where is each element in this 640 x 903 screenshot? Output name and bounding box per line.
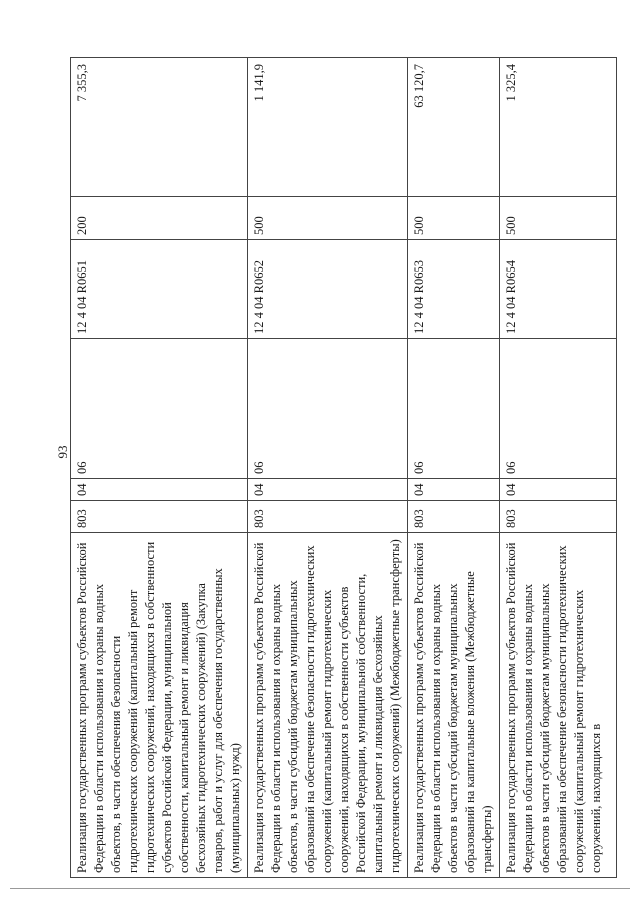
target-article-code: 12 4 04 R0653	[408, 240, 500, 339]
expense-type-code: 500	[248, 197, 408, 240]
target-article-code: 12 4 04 R0651	[71, 240, 248, 339]
budget-table	[70, 57, 617, 878]
row-description: Реализация государственных программ субъектов Российской Федерации в области использования и охраны водных объектов в части субсидий бюджетам муниципальных образований на капитальные вложения (Межбюджетные трансферты)	[408, 533, 500, 878]
subsection-code: 06	[500, 339, 617, 479]
table-row	[248, 58, 408, 878]
target-article-code: 12 4 04 R0654	[500, 240, 617, 339]
expense-type-code: 500	[408, 197, 500, 240]
table-row	[500, 58, 617, 878]
amount: 7 355,3	[71, 58, 248, 197]
section-code: 04	[408, 479, 500, 501]
expense-type-code: 500	[500, 197, 617, 240]
subsection-code: 06	[408, 339, 500, 479]
subsection-code: 06	[71, 339, 248, 479]
row-description: Реализация государственных программ субъектов Российской Федерации в области использования и охраны водных объектов, в части обеспечения безопасности гидротехнических сооружений (капитальный ремонт гидротехнических сооружений, находящихся в собственности субъектов Российской Федерации, муниципальной собственности, капитальный ремонт и ликвидация бесхозяйных гидротехнических сооружений) (Закупка товаров, работ и услуг для обеспечения государственных (муниципальных) нужд)	[71, 533, 248, 878]
row-description: Реализация государственных программ субъектов Российской Федерации в области использования и охраны водных объектов, в части субсидий бюджетам муниципальных образований на обеспечение безопасности гидротехнических сооружений (капитальный ремонт гидротехнических сооружений, находящихся в собственности субъектов Российской Федерации, муниципальной собственности, капитальный ремонт и ликвидация бесхозяйных гидротехнических сооружений) (Межбюджетные трансферты)	[248, 533, 408, 878]
page-bottom-rule	[10, 888, 630, 889]
ministry-code: 803	[248, 501, 408, 533]
section-code: 04	[248, 479, 408, 501]
expense-type-code: 200	[71, 197, 248, 240]
table-row	[408, 58, 500, 878]
ministry-code: 803	[408, 501, 500, 533]
ministry-code: 803	[71, 501, 248, 533]
subsection-code: 06	[248, 339, 408, 479]
ministry-code: 803	[500, 501, 617, 533]
page-number: 93	[55, 445, 70, 459]
section-code: 04	[71, 479, 248, 501]
section-code: 04	[500, 479, 617, 501]
amount: 1 325,4	[500, 58, 617, 197]
target-article-code: 12 4 04 R0652	[248, 240, 408, 339]
amount: 63 120,7	[408, 58, 500, 197]
row-description: Реализация государственных программ субъектов Российской Федерации в области использования и охраны водных объектов в части субсидий бюджетам муниципальных образований на обеспечение безопасности гидротехнических сооружений (капитальный ремонт гидротехнических сооружений, находящихся в	[500, 533, 617, 878]
budget-table-rotated	[70, 58, 603, 878]
amount: 1 141,9	[248, 58, 408, 197]
table-row	[71, 58, 248, 878]
